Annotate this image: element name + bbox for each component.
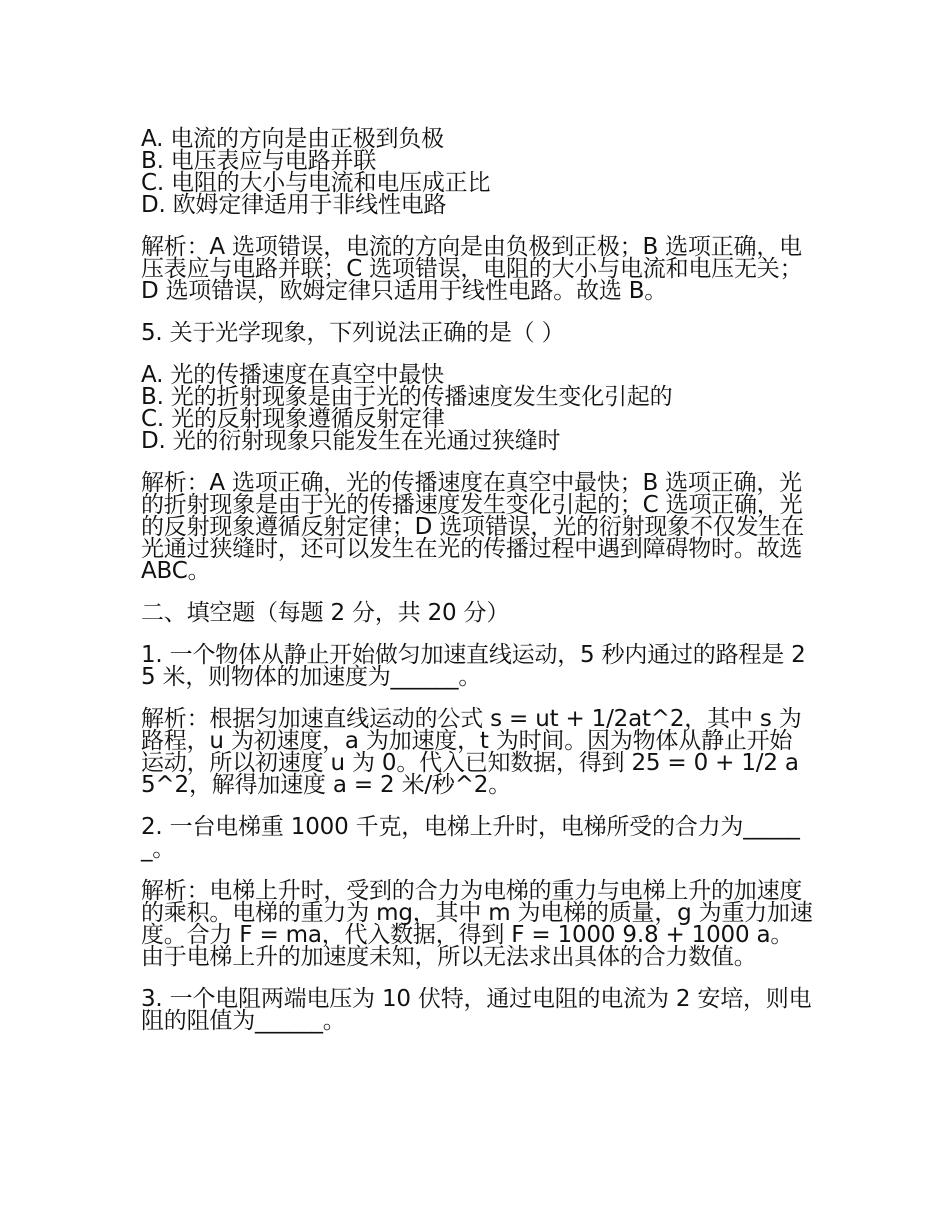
- q5-option-c: C. 光的反射现象遵循反射定律: [141, 406, 445, 432]
- document-page: [141, 128, 813, 1052]
- q4-option-c: C. 电阻的大小与电流和电压成正比: [141, 170, 491, 196]
- q5-option-b: B. 光的折射现象是由于光的传播速度发生变化引起的: [141, 384, 673, 410]
- q5-analysis: 解析：A 选项正确，光的传播速度在真空中最快；B 选项正确，光的折射现象是由于光的传播速度发生变化引起的；C 选项正确，光的反射现象遵循反射定律；D 选项错误，光的衍射现象不仅发生在光通过狭缝时，还可以发生在光的传播过程中遇到障碍物时。故选 ABC。: [141, 470, 805, 584]
- fill-2-question: 2. 一台电梯重 1000 千克，电梯上升时，电梯所受的合力为______。: [141, 814, 800, 862]
- q5-option-a: A. 光的传播速度在真空中最快: [141, 362, 444, 388]
- fill-3-question: 3. 一个电阻两端电压为 10 伏特，通过电阻的电流为 2 安培，则电阻的阻值为______。: [141, 986, 812, 1034]
- fill-2-analysis: 解析：电梯上升时，受到的合力为电梯的重力与电梯上升的加速度的乘积。电梯的重力为 mg，其中 m 为电梯的质量，g 为重力加速度。合力 F = ma，代入数据，得到 F = 1000 9.8 + 1000 a。由于电梯上升的加速度未知，所以无法求出具体的合力数值。: [141, 878, 813, 970]
- q4-analysis: 解析：A 选项错误，电流的方向是由负极到正极；B 选项正确，电压表应与电路并联；C 选项错误，电阻的大小与电流和电压无关；D 选项错误，欧姆定律只适用于线性电路。故选 B。: [141, 234, 803, 304]
- q4-option-d: D. 欧姆定律适用于非线性电路: [141, 192, 447, 218]
- q4-option-a: A. 电流的方向是由正极到负极: [141, 126, 444, 152]
- fill-1-analysis: 解析：根据匀加速直线运动的公式 s = ut + 1/2at^2，其中 s 为路程，u 为初速度，a 为加速度，t 为时间。因为物体从静止开始运动，所以初速度 u 为 0。代入已知数据，得到 25 = 0 + 1/2 a 5^2，解得加速度 a = 2 米/秒^2。: [141, 706, 802, 798]
- section-2-title: 二、填空题（每题 2 分，共 20 分）: [141, 600, 510, 626]
- q5-options: [141, 364, 813, 452]
- fill-1-question: 1. 一个物体从静止开始做匀加速直线运动，5 秒内通过的路程是 25 米，则物体的加速度为______。: [141, 642, 806, 690]
- q5-option-d: D. 光的衍射现象只能发生在光通过狭缝时: [141, 428, 561, 454]
- q4-option-b: B. 电压表应与电路并联: [141, 148, 377, 174]
- q4-options: [141, 128, 813, 216]
- q5-question: 5. 关于光学现象，下列说法正确的是（ ）: [141, 320, 565, 346]
